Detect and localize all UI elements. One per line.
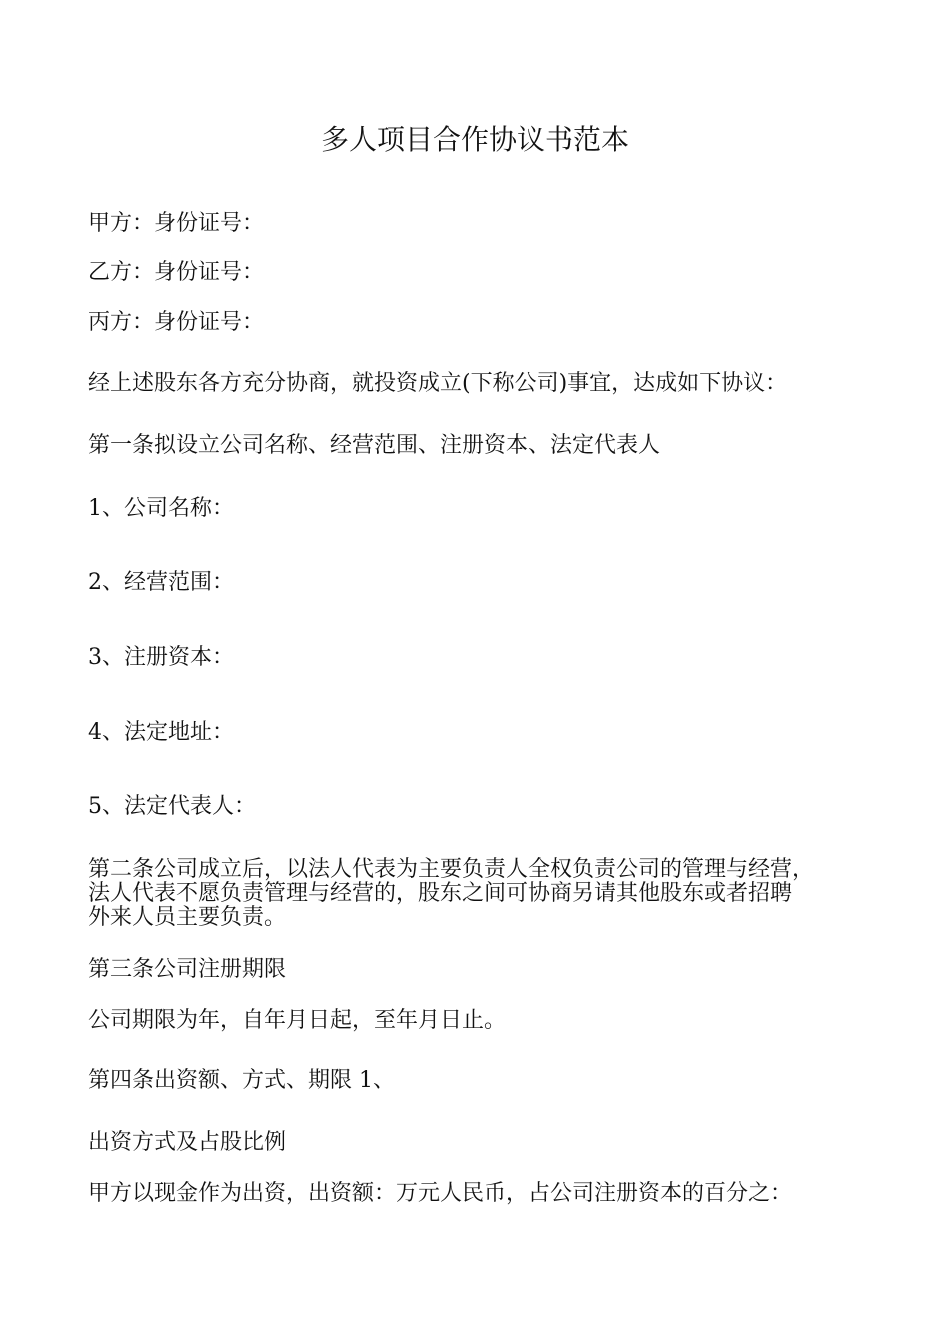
business-scope-item: 2、经营范围： (88, 570, 234, 595)
legal-representative-item: 5、法定代表人： (88, 794, 256, 819)
company-name-item: 1、公司名称： (88, 496, 234, 521)
article2-line: 外来人员主要负责。 (88, 905, 287, 930)
article2-line: 第二条公司成立后，以法人代表为主要负责人全权负责公司的管理与经营， (88, 857, 815, 882)
article3-heading: 第三条公司注册期限 (88, 957, 287, 982)
article4-subheading: 出资方式及占股比例 (88, 1130, 287, 1155)
article1-heading: 第一条拟设立公司名称、经营范围、注册资本、法定代表人 (88, 433, 661, 458)
party-a-line: 甲方：身份证号： (88, 211, 265, 236)
article2-line: 法人代表不愿负责管理与经营的，股东之间可协商另请其他股东或者招聘 (88, 881, 793, 906)
intro-paragraph: 经上述股东各方充分协商，就投资成立(下称公司)事宜，达成如下协议： (88, 371, 788, 396)
party-c-line: 丙方：身份证号： (88, 310, 265, 335)
article3-text: 公司期限为年，自年月日起，至年月日止。 (88, 1008, 507, 1033)
registered-capital-item: 3、注册资本： (88, 645, 234, 670)
article4-heading: 第四条出资额、方式、期限 1、 (88, 1068, 395, 1093)
document-title: 多人项目合作协议书范本 (320, 123, 629, 156)
party-b-line: 乙方：身份证号： (88, 260, 265, 285)
article4-text: 甲方以现金作为出资，出资额：万元人民币，占公司注册资本的百分之： (88, 1181, 793, 1206)
legal-address-item: 4、法定地址： (88, 720, 234, 745)
article2-paragraph (88, 858, 888, 930)
